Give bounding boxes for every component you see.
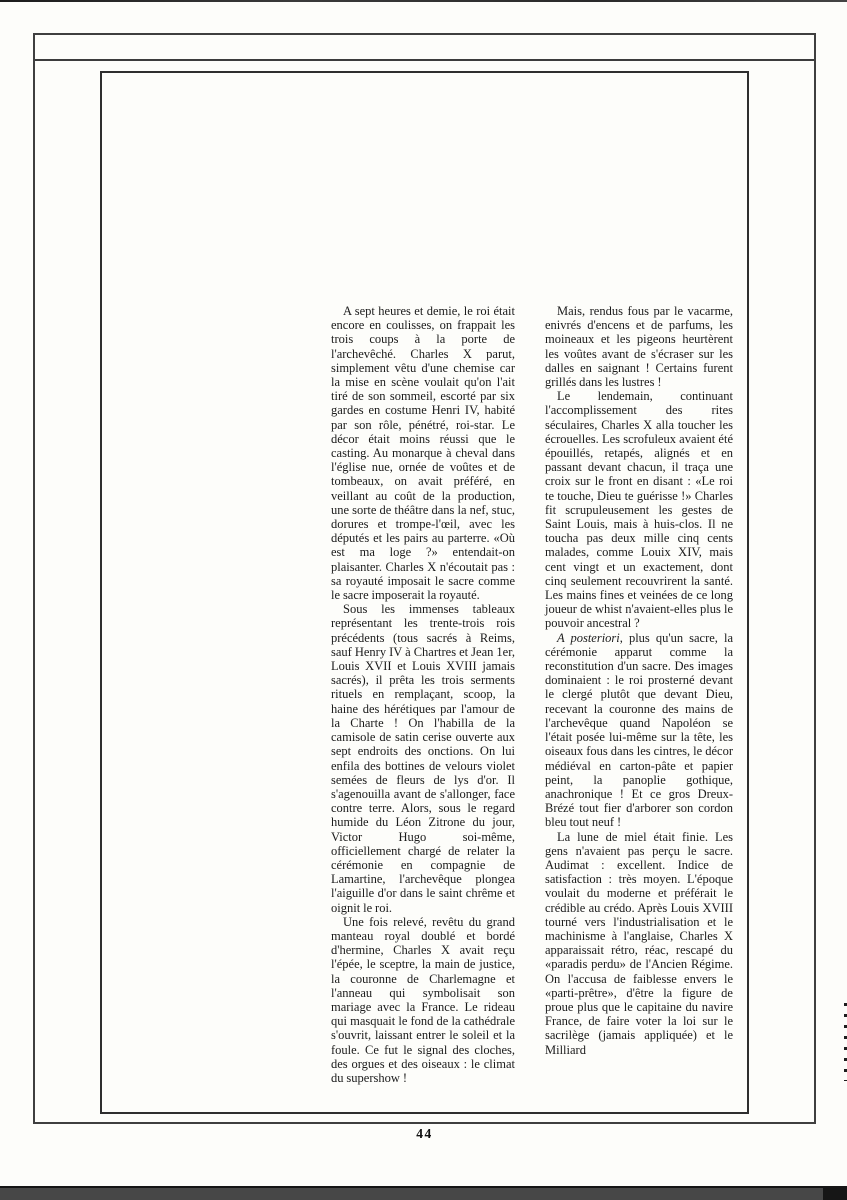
page-number: 44: [416, 1126, 433, 1141]
text-column-left: [331, 304, 515, 1122]
paragraph: Une fois relevé, revêtu du grand manteau royal doublé et bordé d'hermine, Charles X avait reçu l'épée, le sceptre, la main de justice, la couronne de Charlemagne et l'anneau qui symbolisait son mariage avec la France. Le rideau qui masquait le fond de la cathédrale s'ouvrit, laissant entrer le soleil et la foule. Ce fut le signal des cloches, des orgues et des oiseaux : le climat du supershow !: [331, 914, 515, 1085]
scan-edge-top-line: [0, 0, 847, 2]
header-band: [35, 35, 814, 61]
italic-lead: A posteriori: [557, 630, 620, 645]
article-text-block: [331, 304, 733, 1122]
content-box: [100, 71, 749, 1114]
paragraph: A sept heures et demie, le roi était encore en coulisses, on frappait les trois coups à la porte de l'archevêché. Charles X parut, simplement vêtu d'une chemise car la mise en scène voulait qu'on l'ait tiré de son sommeil, escorté par six gardes en costume Henri IV, habité par son rôle, pénétré, roi-star. Le décor était moins réussi que le casting. Au monarque à cheval dans l'église nue, ornée de voûtes et de tombeaux, on avait préféré, en veillant au coût de la production, une sorte de théâtre dans la nef, stuc, dorures et trompe-l'œil, avec les députés et les pairs au parterre. «Où est ma loge ?» entendait-on plaisanter. Charles X n'écoutait pas : sa royauté imposait le sacre comme le sacre imposerait la royauté.: [331, 304, 515, 603]
paragraph: Mais, rendus fous par le vacarme, enivrés d'encens et de parfums, les moineaux et les pigeons heurtèrent les voûtes avant de s'écraser sur les dalles en saignant ! Certains furent grillés dans les lustres !: [545, 304, 733, 390]
scan-edge-bottom-bar-end: [823, 1186, 847, 1200]
paragraph: Le lendemain, continuant l'accomplissement des rites séculaires, Charles X alla toucher les écrouelles. Les scrofuleux avaient été épouillés, retapés, alignés et en passant devant chacun, il traça une croix sur le front en disant : «Le roi te touche, Dieu te guérisse !» Charles fit scrupuleusement les gestes de Saint Louis, mais à huis-clos. Il ne toucha pas deux mille cinq cents malades, comme Louix XIV, mais cent vingt et un exactement, dont cinq seulement recouvrirent la santé. Les mains fines et veinées de ce long joueur de whist n'avaient-elles plus le pouvoir ancestral ?: [545, 389, 733, 631]
text-column-right: [545, 304, 733, 1122]
paragraph: La lune de miel était finie. Les gens n'avaient pas perçu le sacre. Audimat : excellent. Indice de satisfaction : très moyen. L'époque voulait du moderne et préférait le crédible au crédo. Après Louis XVIII tourné vers l'industrialisation et le machinisme à l'anglaise, Charles X apparaissait rétro, réac, rescapé du «paradis perdu» de l'Ancien Régime. On l'accusa de faiblesse envers le «parti-prêtre», d'être la figure de proue plus que le capitaine du navire France, de faire voter la loi sur le sacrilège (jamais appliquée) et le Milliard: [545, 829, 733, 1057]
scan-edge-bottom-bar: [0, 1186, 847, 1200]
page-frame: [33, 33, 816, 1124]
paragraph: Sous les immenses tableaux représentant les trente-trois rois précédents (tous sacrés à Reims, sauf Henry IV à Chartres et Jean 1er, Louis XVII et Louis XVIII jamais sacrés), il prêta les trois serments rituels en remplaçant, scoop, la haine des hérétiques par l'amour de la Charte ! On l'habilla de la camisole de satin cerise ouverte aux sept endroits des onctions. On lui enfila des bottines de velours violet semées de fleurs de lys d'or. Il s'agenouilla avant de s'allonger, face contre terre. Alors, sous le regard humide du Léon Zitrone du jour, Victor Hugo soi-même, officiellement chargé de relater la cérémonie en compagnie de Lamartine, l'archevêque plongea l'aiguille d'or dans le saint chrême et oignit le roi.: [331, 602, 515, 915]
paragraph: A posteriori, plus qu'un sacre, la cérémonie apparut comme la reconstitution d'un sacre. Des images dominaient : le roi prosterné devant le clergé plutôt que devant Dieu, recevant la couronne des mains de l'archevêque quand Napoléon se l'était posée lui-même sur la tête, les oiseaux fous dans les cintres, le décor médiéval en carton-pâte et papier peint, la panoplie gothique, anachronique ! Et ce gros Dreux-Brézé tout fier d'arborer son cordon bleu tout neuf !: [545, 630, 733, 830]
